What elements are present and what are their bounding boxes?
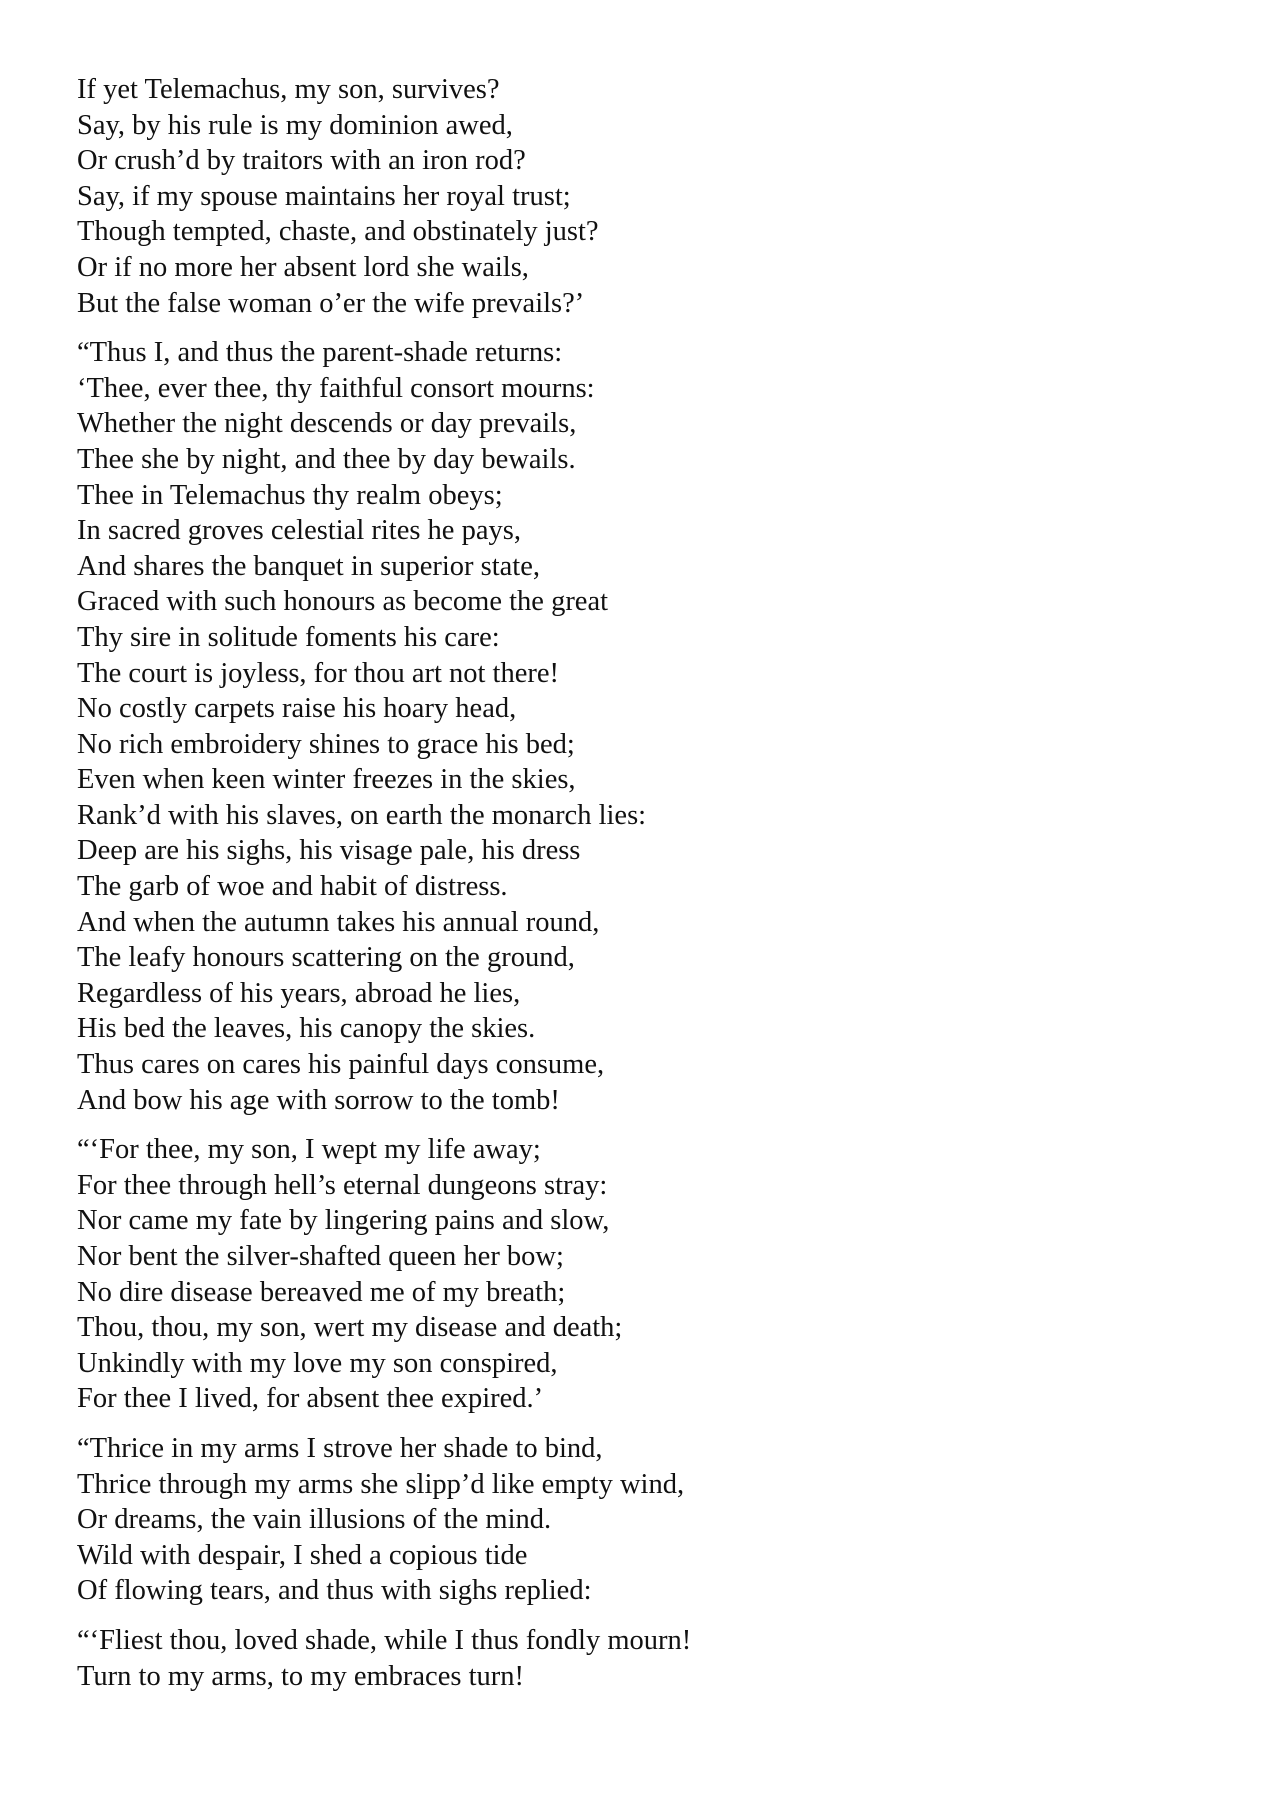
verse-line: Wild with despair, I shed a copious tide — [77, 1539, 528, 1571]
verse-line: No costly carpets raise his hoary head, — [77, 693, 517, 725]
stanza-5 — [77, 1623, 1227, 1694]
verse-line: Thee she by night, and thee by day bewails. — [77, 443, 576, 475]
verse-line: But the false woman o’er the wife prevails?’ — [77, 287, 585, 319]
verse-line: Thee in Telemachus thy realm obeys; — [77, 479, 503, 511]
verse-line: Or dreams, the vain illusions of the mind. — [77, 1504, 552, 1536]
verse-line: His bed the leaves, his canopy the skies. — [77, 1013, 536, 1045]
verse-line: If yet Telemachus, my son, survives? — [77, 74, 500, 105]
verse-line: No dire disease bereaved me of my breath; — [77, 1276, 566, 1308]
verse-line: Even when keen winter freezes in the skies, — [77, 764, 576, 796]
verse-line: Or crush’d by traitors with an iron rod? — [77, 145, 526, 177]
stanza-1 — [77, 72, 1227, 321]
verse-line: “Thus I, and thus the parent-shade returns: — [77, 337, 563, 369]
verse-line: Or if no more her absent lord she wails, — [77, 251, 529, 283]
verse-line: And shares the banquet in superior state, — [77, 550, 540, 582]
verse-line: Thou, thou, my son, wert my disease and death; — [77, 1312, 623, 1344]
verse-line: The court is joyless, for thou art not there! — [77, 657, 559, 689]
verse-line: Regardless of his years, abroad he lies, — [77, 977, 521, 1009]
verse-line: For thee I lived, for absent thee expired.’ — [77, 1383, 544, 1415]
verse-line: For thee through hell’s eternal dungeons stray: — [77, 1169, 608, 1201]
verse-line: “‘For thee, my son, I wept my life away; — [77, 1134, 541, 1166]
verse-line: Turn to my arms, to my embraces turn! — [77, 1660, 524, 1692]
verse-line: Whether the night descends or day prevails, — [77, 408, 577, 440]
verse-line: Deep are his sighs, his visage pale, his dress — [77, 835, 581, 867]
verse-line: Graced with such honours as become the great — [77, 586, 609, 618]
verse-line: And when the autumn takes his annual round, — [77, 906, 600, 938]
verse-line: Thrice through my arms she slipp’d like empty wind, — [77, 1468, 685, 1500]
verse-line: The leafy honours scattering on the ground, — [77, 942, 575, 974]
verse-line: Of flowing tears, and thus with sighs replied: — [77, 1575, 592, 1607]
verse-line: The garb of woe and habit of distress. — [77, 871, 508, 903]
verse-line: Say, if my spouse maintains her royal trust; — [77, 180, 571, 212]
verse-line: “Thrice in my arms I strove her shade to bind, — [77, 1432, 603, 1464]
verse-line: Thy sire in solitude foments his care: — [77, 621, 500, 653]
verse-line: Unkindly with my love my son conspired, — [77, 1347, 558, 1379]
stanza-2 — [77, 335, 1227, 1118]
stanza-4 — [77, 1431, 1227, 1609]
verse-line: In sacred groves celestial rites he pays, — [77, 515, 521, 547]
verse-line: “‘Fliest thou, loved shade, while I thus fondly mourn! — [77, 1624, 692, 1656]
verse-line: And bow his age with sorrow to the tomb! — [77, 1084, 560, 1116]
verse-line: Nor came my fate by lingering pains and slow, — [77, 1205, 610, 1237]
verse-line: Thus cares on cares his painful days consume, — [77, 1049, 605, 1081]
verse-line: No rich embroidery shines to grace his bed; — [77, 728, 575, 760]
stanza-3 — [77, 1132, 1227, 1417]
document-page — [77, 72, 1227, 1708]
verse-line: Rank’d with his slaves, on earth the monarch lies: — [77, 799, 647, 831]
verse-line: Nor bent the silver-shafted queen her bow; — [77, 1241, 564, 1272]
verse-line: Say, by his rule is my dominion awed, — [77, 109, 513, 141]
verse-line: ‘Thee, ever thee, thy faithful consort mourns: — [77, 372, 595, 404]
verse-line: Though tempted, chaste, and obstinately just? — [77, 216, 599, 248]
